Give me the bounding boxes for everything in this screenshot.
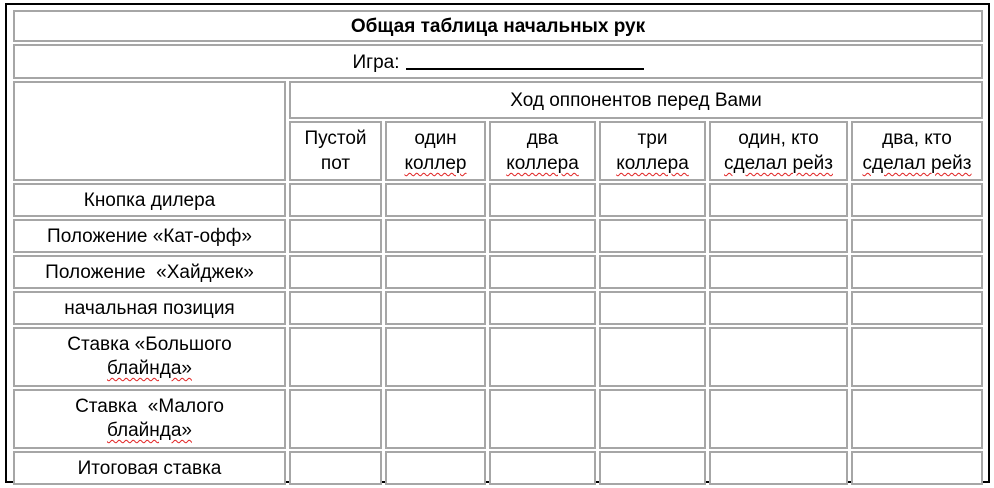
- table-cell[interactable]: [489, 183, 596, 217]
- table-row: [13, 451, 983, 485]
- table-cell[interactable]: [599, 219, 706, 253]
- table-cell[interactable]: [489, 389, 596, 449]
- table-cell[interactable]: [599, 389, 706, 449]
- table-cell[interactable]: [385, 291, 486, 325]
- table-cell[interactable]: [289, 389, 382, 449]
- table-cell[interactable]: [709, 219, 848, 253]
- column-header-line2: сделал рейз: [724, 153, 833, 174]
- table-cell[interactable]: [709, 183, 848, 217]
- column-header-line1: три: [637, 128, 668, 149]
- table-cell[interactable]: [385, 389, 486, 449]
- table-cell[interactable]: [851, 327, 983, 387]
- table-cell[interactable]: [289, 291, 382, 325]
- column-header-two-callers: [489, 121, 596, 181]
- table-cell[interactable]: [709, 255, 848, 289]
- table-cell[interactable]: [599, 183, 706, 217]
- table-cell[interactable]: [599, 255, 706, 289]
- column-header-empty-pot: [289, 121, 382, 181]
- row-label-cutoff: [13, 219, 286, 253]
- table-cell[interactable]: [851, 389, 983, 449]
- row-label-line2: блайнда»: [106, 358, 192, 379]
- column-header-line1: два, кто: [882, 128, 952, 149]
- table-cell[interactable]: [385, 183, 486, 217]
- column-header-one-caller: [385, 121, 486, 181]
- table-cell[interactable]: [851, 291, 983, 325]
- starting-hands-table: [10, 8, 986, 487]
- game-label: Игра:: [352, 51, 400, 73]
- table-cell[interactable]: [851, 183, 983, 217]
- table-title: Общая таблица начальных рук: [13, 10, 983, 42]
- table-cell[interactable]: [599, 451, 706, 485]
- row-label-early-position: начальная позиция: [13, 291, 286, 325]
- table-cell[interactable]: [709, 327, 848, 387]
- table-cell[interactable]: [289, 451, 382, 485]
- column-header-two-raisers: [851, 121, 983, 181]
- table-cell[interactable]: [851, 451, 983, 485]
- game-field-row: [13, 44, 983, 79]
- table-cell[interactable]: [385, 327, 486, 387]
- table-cell[interactable]: [289, 255, 382, 289]
- row-label-line1: Ставка «Большого: [67, 334, 232, 355]
- table-cell[interactable]: [851, 255, 983, 289]
- column-header-line1: Пустой: [304, 128, 367, 149]
- table-cell[interactable]: [489, 255, 596, 289]
- table-cell[interactable]: [489, 451, 596, 485]
- table-cell[interactable]: [385, 219, 486, 253]
- column-header-line2: коллера: [616, 153, 689, 174]
- table-row: [13, 183, 983, 217]
- table-cell[interactable]: [599, 327, 706, 387]
- column-header-line1: один: [414, 128, 457, 149]
- table-cell[interactable]: [489, 219, 596, 253]
- row-label-hijack: [13, 255, 286, 289]
- table-cell[interactable]: [289, 183, 382, 217]
- row-label-text: Положение «Кат-офф»: [47, 225, 252, 247]
- row-label-dealer-button: Кнопка дилера: [13, 183, 286, 217]
- table-row: [13, 327, 983, 387]
- row-label-line2: блайнда»: [106, 420, 192, 441]
- column-header-three-callers: [599, 121, 706, 181]
- row-label-final-bet: Итоговая ставка: [13, 451, 286, 485]
- column-header-line2: коллера: [506, 153, 579, 174]
- table-row: [13, 291, 983, 325]
- table-cell[interactable]: [709, 389, 848, 449]
- table-row: [13, 255, 983, 289]
- table-cell[interactable]: [709, 291, 848, 325]
- column-header-line1: один, кто: [738, 128, 819, 149]
- document-frame: [5, 3, 990, 483]
- column-header-line2: сделал рейз: [862, 153, 972, 174]
- table-cell[interactable]: [489, 291, 596, 325]
- row-label-text: Положение «Хайджек»: [45, 261, 254, 283]
- table-row: [13, 389, 983, 449]
- row-label-line1: Ставка «Малого: [75, 396, 224, 417]
- table-cell[interactable]: [489, 327, 596, 387]
- column-header-line2: коллер: [404, 153, 467, 174]
- column-header-line2: пот: [320, 153, 351, 174]
- game-blank-line[interactable]: [406, 50, 644, 70]
- table-cell[interactable]: [289, 219, 382, 253]
- corner-cell: [13, 81, 286, 181]
- row-label-big-blind: [13, 327, 286, 387]
- column-header-line1: два: [526, 128, 559, 149]
- table-row: [13, 219, 983, 253]
- column-header-one-raiser: [709, 121, 848, 181]
- opponents-action-header: Ход оппонентов перед Вами: [289, 81, 983, 119]
- table-cell[interactable]: [709, 451, 848, 485]
- table-cell[interactable]: [289, 327, 382, 387]
- table-cell[interactable]: [385, 451, 486, 485]
- table-cell[interactable]: [599, 291, 706, 325]
- row-label-small-blind: [13, 389, 286, 449]
- table-cell[interactable]: [385, 255, 486, 289]
- table-cell[interactable]: [851, 219, 983, 253]
